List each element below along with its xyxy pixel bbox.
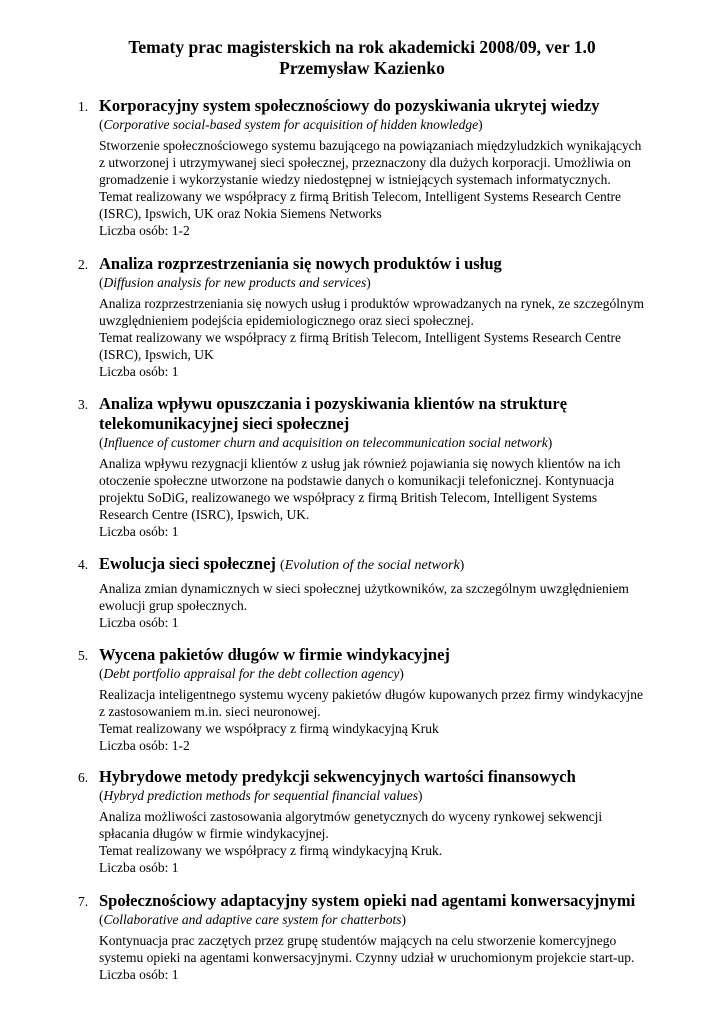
topic-title-english-text: Collaborative and adaptive care system for chatterbots	[103, 912, 402, 927]
topic-title	[99, 554, 699, 576]
topic-description	[99, 808, 699, 876]
topic-number: 4.	[78, 557, 89, 572]
topic-description-line: systemu opieki na agentami konwersacyjnymi. Czynny udział w uruchomionym projekcie start-up.	[99, 950, 635, 965]
topic-title: Wycena pakietów długów w firmie windykacyjnej	[99, 645, 450, 664]
topic-description-line: Research Centre (ISRC), Ipswich, UK.	[99, 507, 310, 522]
topic-number: 6.	[78, 770, 89, 785]
topic-number: 1.	[78, 99, 89, 114]
topic-description-line: Temat realizowany we współpracy z firmą British Telecom, Intelligent Systems Research Centre	[99, 189, 621, 204]
topic-number: 5.	[78, 648, 89, 663]
topic-number: 3.	[78, 397, 89, 412]
topic-description	[99, 580, 699, 631]
document-title: Tematy prac magisterskich na rok akademicki 2008/09, ver 1.0	[128, 37, 596, 57]
topic-title	[99, 394, 699, 434]
document-header	[0, 37, 724, 79]
topic-description-line: z utworzonej i utrzymywanej sieci społecznej, przeznaczony dla dużych korporacji. Umożliwia on	[99, 155, 631, 170]
topic-title-english: (Diffusion analysis for new products and services)	[99, 275, 371, 290]
topic-title-english-text: Hybryd prediction methods for sequential financial values	[103, 788, 418, 803]
topic-description	[99, 295, 699, 380]
topic-people-count: Liczba osób: 1-2	[99, 738, 190, 753]
topic-description-line: gromadzenie i wykorzystanie wiedzy niedostępnej w istniejących systemach informatycznych.	[99, 172, 611, 187]
topic-title-english: (Corporative social-based system for acquisition of hidden knowledge)	[99, 117, 483, 132]
topic-description-line: uwzględnieniem podejścia epidemiologicznego oraz sieci społecznej.	[99, 313, 474, 328]
topic-description-line: spłacania długów w firmie windykacyjnej.	[99, 826, 329, 841]
topic-title-text: Ewolucja sieci społecznej	[99, 554, 276, 573]
topic-title-english: (Debt portfolio appraisal for the debt collection agency)	[99, 666, 404, 681]
topic-people-count: Liczba osób: 1	[99, 364, 179, 379]
topic-description-line: Temat realizowany we współpracy z firmą windykacyjną Kruk.	[99, 843, 443, 858]
topic-title-english: (Hybryd prediction methods for sequential financial values)	[99, 788, 423, 803]
topic-description-line: z zastosowaniem m.in. sieci neuronowej.	[99, 704, 321, 719]
topic-description-line: Temat realizowany we współpracy z firmą British Telecom, Intelligent Systems Research Centre	[99, 330, 621, 345]
topic-description-line: (ISRC), Ipswich, UK	[99, 347, 214, 362]
topic-description-line: Analiza możliwości zastosowania algorytmów genetycznych do wyceny rynkowej sekwencji	[99, 809, 603, 824]
topic-title: Społecznościowy adaptacyjny system opieki nad agentami konwersacyjnymi	[99, 891, 636, 910]
topic-people-count: Liczba osób: 1	[99, 524, 179, 539]
topic-title-english-text: Evolution of the social network	[284, 558, 460, 573]
topic-title-english: (Collaborative and adaptive care system for chatterbots)	[99, 912, 406, 927]
topic-title-line: Analiza wpływu opuszczania i pozyskiwania klientów na strukturę	[99, 394, 568, 413]
topic-title-line: telekomunikacyjnej sieci społecznej	[99, 414, 350, 433]
topic-title-english: (Influence of customer churn and acquisition on telecommunication social network)	[99, 435, 553, 450]
topic-description-line: Analiza wpływu rezygnacji klientów z usług jak również pojawiania się nowych klientów na ich	[99, 456, 621, 471]
topic-description-line: otoczenie społeczne utworzone na podstawie danych o komunikacji telefonicznej. Kontynuacja	[99, 473, 615, 488]
topic-description	[99, 455, 699, 540]
topic-number: 7.	[78, 894, 89, 909]
topic-people-count: Liczba osób: 1-2	[99, 223, 190, 238]
topic-description-line: Stworzenie społecznościowego systemu bazującego na powiązaniach międzyludzkich wynikających	[99, 138, 642, 153]
topic-people-count: Liczba osób: 1	[99, 615, 179, 630]
topic-description-line: ewolucji grup społecznych.	[99, 598, 248, 613]
topic-description-line: Temat realizowany we współpracy z firmą windykacyjną Kruk	[99, 721, 439, 736]
topic-title: Korporacyjny system społecznościowy do pozyskiwania ukrytej wiedzy	[99, 96, 600, 115]
topic-description	[99, 137, 699, 239]
topic-description	[99, 932, 699, 983]
topic-description-line: Realizacja inteligentnego systemu wyceny pakietów długów kupowanych przez firmy windykacyjne	[99, 687, 643, 702]
topic-description-line: (ISRC), Ipswich, UK oraz Nokia Siemens Networks	[99, 206, 382, 221]
topic-people-count: Liczba osób: 1	[99, 860, 179, 875]
topic-title-english-text: Influence of customer churn and acquisition on telecommunication social network	[103, 435, 548, 450]
topic-number: 2.	[78, 257, 89, 272]
topic-title-english-text: Diffusion analysis for new products and services	[103, 275, 367, 290]
topic-title: Analiza rozprzestrzeniania się nowych produktów i usług	[99, 254, 502, 273]
topic-people-count: Liczba osób: 1	[99, 967, 179, 982]
topic-description-line: Analiza rozprzestrzeniania się nowych usług i produktów wprowadzanych na rynek, ze szczególnym	[99, 296, 645, 311]
topic-title-english-text: Corporative social-based system for acquisition of hidden knowledge	[103, 117, 479, 132]
topic-title-english: (Evolution of the social network)	[280, 558, 465, 573]
topic-description-line: projektu SoDiG, realizowanego we współpracy z firmą British Telecom, Intelligent Systems	[99, 490, 598, 505]
topic-title: Hybrydowe metody predykcji sekwencyjnych wartości finansowych	[99, 767, 576, 786]
topic-description-line: Analiza zmian dynamicznych w sieci społecznej użytkowników, za szczególnym uwzględnieniem	[99, 581, 629, 596]
document-author: Przemysław Kazienko	[279, 58, 445, 78]
topic-description	[99, 686, 699, 754]
topic-title-english-text: Debt portfolio appraisal for the debt collection agency	[103, 666, 400, 681]
topic-description-line: Kontynuacja prac zaczętych przez grupę studentów mających na celu stworzenie komercyjnego	[99, 933, 617, 948]
